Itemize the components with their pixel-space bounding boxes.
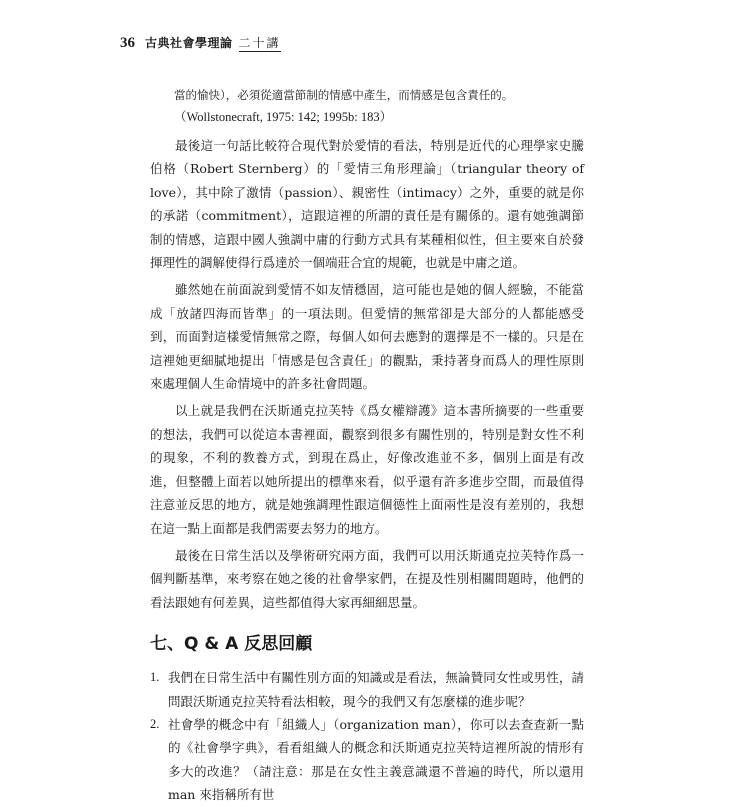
paragraph: 最後在日常生活以及學術研究兩方面，我們可以用沃斯通克拉芙特作爲一個判斷基準，來考察在她之後的社會學家們，在提及性別相關問題時，他們的看法跟她有何差異，這些都值得大家再細細思量。: [150, 547, 584, 610]
running-header: [120, 34, 281, 56]
quote-citation: （Wollstonecraft, 1975: 142; 1995b: 183）: [174, 110, 393, 124]
book-subtitle: 二十講: [238, 36, 281, 50]
section-heading: 七、Q & A 反思回顧: [150, 634, 313, 655]
paragraph: 以上就是我們在沃斯通克拉芙特《爲女權辯護》這本書所摘要的一些重要的想法，我們可以從這本書裡面，觀察到很多有關性別的，特別是對女性不利的現象，不利的教養方式，到現在爲止，好像改進並不多，個別上面是有改進，但整體上面若以她所提出的標準來看，似乎還有許多進步空間，而最值得注意並反思的地方，就是她強調理性跟這個德性上面兩性是沒有差別的，我想在這一點上面都是我們需要去努力的地方。: [150, 403, 584, 536]
question-list: [150, 666, 584, 806]
question-number: 2.: [150, 716, 160, 731]
list-item: [150, 666, 584, 713]
paragraph: 最後這一句話比較符合現代對於愛情的看法，特別是近代的心理學家史騰伯格（Robert Sternberg）的「愛情三角形理論」（triangular theory of love），其中除了激情（passion）、親密性（intimacy）之外，重要的就是你的承諾（commitment），這跟這裡的所謂的責任是有關係的。還有她強調節制的情感，這跟中國人強調中庸的行動方式具有某種相似性，但主要來自於發揮理性的調解使得行爲達於一個端莊合宜的規範，也就是中庸之道。: [150, 138, 584, 271]
block-quote: 當的愉快），必須從適當節制的情感中產生，而情感是包含責任的。: [174, 88, 514, 102]
page-body: [150, 84, 584, 807]
paragraph: 雖然她在前面說到愛情不如友情穩固，這可能也是她的個人經驗，不能當成「放諸四海而皆準」的一項法則。但愛情的無常卻是大部分的人都能感受到，而面對這樣愛情無常之際，每個人如何去應對的選擇是不一樣的。只是在這裡她更細膩地提出「情感是包含責任」的觀點，秉持著身而爲人的理性原則來處理個人生命情境中的許多社會問題。: [150, 282, 584, 392]
book-title: 古典社會學理論: [145, 36, 233, 50]
page-number: 36: [120, 35, 135, 51]
list-item: [150, 713, 584, 807]
question-number: 1.: [150, 670, 160, 685]
question-text: 我們在日常生活中有關性別方面的知識或是看法，無論贊同女性或男性，請問跟沃斯通克拉芙特看法相較，現今的我們又有怎麼樣的進步呢？: [168, 670, 584, 709]
question-text: 社會學的概念中有「組織人」（organization man），你可以去查查新一點的《社會學字典》，看看組織人的概念和沃斯通克拉芙特這裡所說的情形有多大的改進？（請注意：那是在女性主義意識還不普遍的時代，所以還用 man 來指稱所有世: [168, 716, 584, 803]
